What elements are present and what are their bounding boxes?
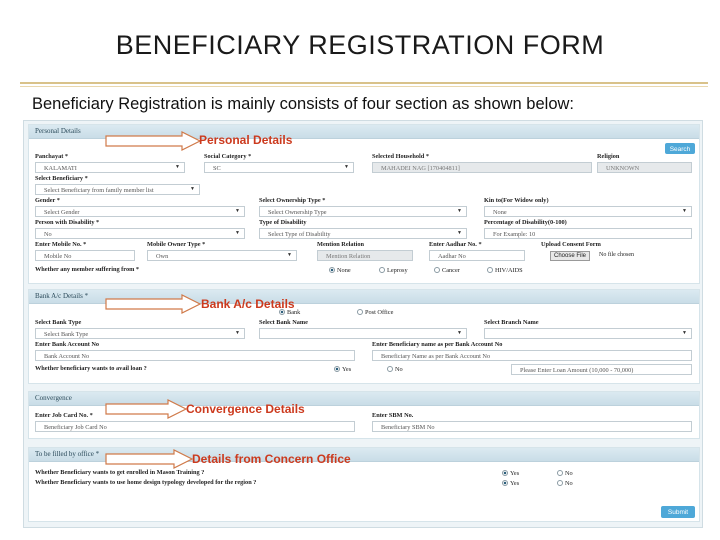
slide-title: BENEFICIARY REGISTRATION FORM	[115, 30, 605, 60]
chevron-down-icon: ▼	[344, 165, 349, 170]
loan-option-no[interactable]: No	[387, 366, 403, 373]
chevron-down-icon: ▼	[682, 209, 687, 214]
slide-intro: Beneficiary Registration is mainly consists of four section as shown below:	[32, 95, 574, 113]
account-no-input[interactable]: Bank Account No	[35, 350, 355, 361]
chevron-down-icon: ▼	[175, 165, 180, 170]
radio-icon	[487, 267, 493, 273]
branch-select[interactable]	[484, 328, 692, 339]
social-category-select[interactable]: SC ▼	[204, 162, 354, 173]
search-button[interactable]: Search	[665, 143, 695, 154]
religion-label: Religion	[597, 153, 620, 160]
chevron-down-icon: ▼	[235, 209, 240, 214]
bank-type-select[interactable]: Select Bank Type ▼	[35, 328, 245, 339]
radio-checked-icon	[502, 470, 508, 476]
bank-mode-bank[interactable]: Bank	[279, 309, 300, 316]
suffering-option-hiv[interactable]: HIV/AIDS	[487, 267, 523, 274]
job-card-label: Enter Job Card No. *	[35, 412, 93, 419]
bank-section-header: Bank A/c Details *	[29, 290, 699, 304]
mason-training-label: Whether Beneficiary wants to get enrolled in Mason Training ?	[35, 469, 205, 476]
bank-type-label: Select Bank Type	[35, 319, 82, 326]
convergence-arrow-icon	[104, 399, 188, 419]
chevron-down-icon: ▼	[457, 331, 462, 336]
chevron-down-icon: ▼	[457, 209, 462, 214]
account-name-input[interactable]: Beneficiary Name as per Bank Account No	[372, 350, 692, 361]
ownership-select[interactable]: Select Ownership Type ▼	[259, 206, 467, 217]
chevron-down-icon: ▼	[287, 253, 292, 258]
kin-select[interactable]: None ▼	[484, 206, 692, 217]
social-category-label: Social Category *	[204, 153, 252, 160]
disability-percent-input[interactable]: For Example: 10	[484, 228, 692, 239]
bank-name-label: Select Bank Name	[259, 319, 308, 326]
panchayat-label: Panchayat *	[35, 153, 69, 160]
choose-file-button[interactable]: Choose File	[550, 251, 590, 261]
bank-arrow-icon	[104, 294, 202, 314]
personal-callout: Personal Details	[199, 133, 293, 147]
radio-icon	[557, 470, 563, 476]
radio-checked-icon	[502, 480, 508, 486]
mobile-owner-select[interactable]: Own ▼	[147, 250, 297, 261]
bank-callout: Bank A/c Details	[201, 297, 295, 311]
loan-label: Whether beneficiary wants to avail loan ?	[35, 365, 147, 372]
office-arrow-icon	[104, 449, 194, 469]
suffering-option-none[interactable]: None	[329, 267, 351, 274]
beneficiary-select[interactable]: Select Beneficiary from family member list ▼	[35, 184, 200, 195]
suffering-option-leprosy[interactable]: Leprosy	[379, 267, 408, 274]
bank-name-select[interactable]	[259, 328, 467, 339]
convergence-callout: Convergence Details	[186, 402, 305, 416]
mobile-owner-label: Mobile Owner Type *	[147, 241, 206, 248]
household-field: MAHADEI NAG [170404811]	[372, 162, 592, 173]
consent-label: Upload Consent Form	[541, 241, 601, 248]
account-no-label: Enter Bank Account No	[35, 341, 100, 348]
chevron-down-icon: ▼	[190, 187, 195, 192]
disability-type-label: Type of Disability	[259, 219, 307, 226]
chevron-down-icon: ▼	[235, 331, 240, 336]
title-divider-thin	[20, 86, 708, 87]
suffering-option-cancer[interactable]: Cancer	[434, 267, 460, 274]
office-section-header: To be filled by office *	[29, 448, 699, 462]
radio-checked-icon	[329, 267, 335, 273]
title-divider	[20, 82, 708, 84]
mason-option-no[interactable]: No	[557, 470, 573, 477]
gender-select[interactable]: Select Gender ▼	[35, 206, 245, 217]
personal-arrow-icon	[104, 131, 202, 151]
job-card-input[interactable]: Beneficiary Job Card No	[35, 421, 355, 432]
convergence-section-header: Convergence	[29, 392, 699, 406]
branch-label: Select Branch Name	[484, 319, 539, 326]
design-option-yes[interactable]: Yes	[502, 480, 519, 487]
household-label: Selected Household *	[372, 153, 430, 160]
personal-section-header: Personal Details	[29, 125, 699, 139]
submit-button[interactable]: Submit	[661, 506, 695, 518]
relation-input[interactable]: Mention Relation	[317, 250, 413, 261]
radio-icon	[357, 309, 363, 315]
ownership-label: Select Ownership Type *	[259, 197, 326, 204]
form-screenshot	[23, 120, 703, 528]
beneficiary-label: Select Beneficiary *	[35, 175, 88, 182]
kin-label: Kin to(For Widow only)	[484, 197, 549, 204]
mobile-input[interactable]: Mobile No	[35, 250, 135, 261]
aadhar-input[interactable]: Aadhar No	[429, 250, 525, 261]
radio-icon	[557, 480, 563, 486]
panchayat-select[interactable]: KALAMATI ▼	[35, 162, 185, 173]
gender-label: Gender *	[35, 197, 60, 204]
radio-icon	[379, 267, 385, 273]
chevron-down-icon: ▼	[457, 231, 462, 236]
suffering-label: Whether any member suffering from *	[35, 266, 140, 273]
chevron-down-icon: ▼	[682, 331, 687, 336]
loan-amount-input[interactable]: Please Enter Loan Amount (10,000 - 70,000)	[511, 364, 692, 375]
no-file-text: No file chosen	[599, 252, 634, 258]
sbm-input[interactable]: Beneficiary SBM No	[372, 421, 692, 432]
home-design-label: Whether Beneficiary wants to use home design typology developed for the region ?	[35, 479, 257, 486]
bank-mode-post-office[interactable]: Post Office	[357, 309, 393, 316]
mobile-label: Enter Mobile No. *	[35, 241, 87, 248]
disability-label: Person with Disability *	[35, 219, 100, 226]
sbm-label: Enter SBM No.	[372, 412, 414, 419]
radio-icon	[387, 366, 393, 372]
relation-label: Mention Relation	[317, 241, 365, 248]
loan-option-yes[interactable]: Yes	[334, 366, 351, 373]
aadhar-label: Enter Aadhar No. *	[429, 241, 482, 248]
radio-checked-icon	[334, 366, 340, 372]
disability-select[interactable]: No ▼	[35, 228, 245, 239]
disability-type-select[interactable]: Select Type of Disability ▼	[259, 228, 467, 239]
mason-option-yes[interactable]: Yes	[502, 470, 519, 477]
disability-percent-label: Percentage of Disability(0-100)	[484, 219, 567, 226]
radio-icon	[434, 267, 440, 273]
design-option-no[interactable]: No	[557, 480, 573, 487]
office-callout: Details from Concern Office	[192, 452, 351, 466]
account-name-label: Enter Beneficiary name as per Bank Account No	[372, 341, 503, 348]
chevron-down-icon: ▼	[235, 231, 240, 236]
religion-field: UNKNOWN	[597, 162, 692, 173]
